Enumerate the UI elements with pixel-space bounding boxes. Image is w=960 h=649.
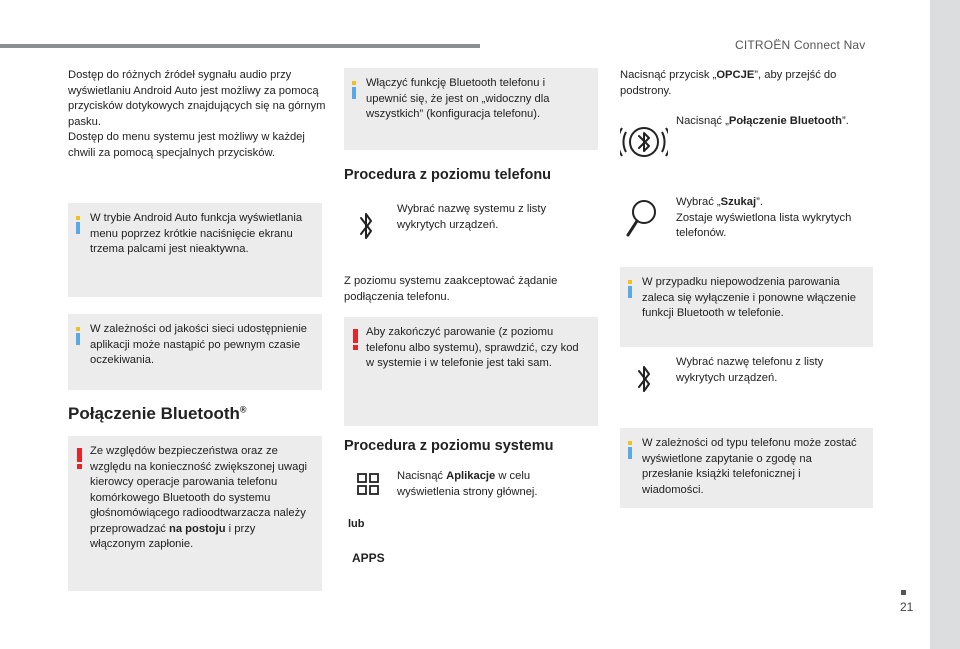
header-rule — [0, 44, 480, 48]
continuation-marker — [901, 590, 906, 595]
intro-text-2: Dostęp do menu systemu jest możliwy w każdej chwili za pomocą specjalnych przycisków. — [68, 131, 305, 159]
page-side-strip — [930, 0, 960, 649]
step-apps-pre: Nacisnąć — [397, 470, 447, 482]
warning-box-pin — [344, 317, 598, 426]
info-box-pairing-failure — [620, 267, 873, 347]
search-post: ”. — [756, 196, 763, 208]
opcje-pre: Nacisnąć przycisk „ — [620, 69, 717, 81]
step-phone-text: Wybrać nazwę systemu z listy wykrytych urządzeń. — [397, 203, 547, 231]
info-icon — [628, 441, 632, 459]
search-step-text — [676, 195, 876, 242]
apps-button-label: APPS — [352, 551, 385, 565]
warning-text-pre: Ze względów bezpieczeństwa oraz ze względu na konieczność zwiększonej uwagi kierowcy operacje parowania telefonu komórkowego Bluetooth do systemu głośnomówiącego radioodtwarzacza należy przeprowadzać — [90, 445, 308, 535]
opcje-post: ”, aby przejść do podstrony. — [620, 69, 837, 97]
info-box-phonebook — [620, 428, 873, 508]
warning-text-post: i przy włączonym zapłonie. — [90, 522, 256, 550]
registered-mark: ® — [239, 404, 247, 415]
search-icon — [624, 198, 658, 238]
warning-text-bold: na postoju — [168, 522, 226, 535]
opcje-bold: OPCJE — [716, 69, 755, 81]
info-icon — [352, 81, 356, 99]
opcje-text — [620, 68, 870, 99]
info-box-network — [68, 314, 322, 390]
search-bold: Szukaj — [720, 196, 757, 208]
info-text: W przypadku niepowodzenia parowania zaleca się wyłączenie i ponowne włączenie funkcji Bluetooth w telefonie. — [642, 276, 856, 319]
bluetooth-icon — [358, 209, 374, 243]
info-text: Włączyć funkcję Bluetooth telefonu i upewnić się, że jest on „widoczny dla wszystkich” (konfiguracja telefonu). — [366, 77, 550, 120]
search-step-line1 — [676, 195, 876, 211]
search-step-line2: Zostaje wyświetlona lista wykrytych telefonów. — [676, 211, 852, 239]
info-icon — [76, 327, 80, 345]
step-apps-bold: Aplikacje — [446, 470, 496, 482]
search-pre: Wybrać „ — [676, 196, 721, 208]
conn-pre: Nacisnąć „ — [676, 115, 729, 127]
info-text: W zależności od typu telefonu może zostać wyświetlone zapytanie o zgodę na przesłanie książki telefonicznej i wiadomości. — [642, 437, 857, 496]
info-icon — [628, 280, 632, 298]
info-text: W trybie Android Auto funkcja wyświetlania menu poprzez krótkie naciśnięcie ekranu trzema palcami jest nieaktywna. — [90, 212, 303, 255]
step-apps-text — [397, 469, 567, 500]
accept-text: Z poziomu systemu zaakceptować żądanie podłączenia telefonu. — [344, 275, 558, 303]
heading-phone-procedure: Procedura z poziomu telefonu — [344, 167, 552, 183]
warning-text — [90, 444, 312, 553]
page-number: 21 — [900, 600, 914, 614]
info-box-enable-bluetooth — [344, 68, 598, 150]
conn-bold: Połączenie Bluetooth — [728, 115, 842, 127]
heading-system-procedure: Procedura z poziomu systemu — [344, 438, 554, 454]
step-apps-post: w celu wyświetlenia strony głównej. — [397, 470, 538, 498]
section-title — [68, 404, 247, 424]
warning-box-safety — [68, 436, 322, 591]
intro-text-1: Dostęp do różnych źródeł sygnału audio przy wyświetlaniu Android Auto jest możliwy za pomocą przycisków dotykowych znajdujących się na górnym pasku. — [68, 69, 326, 128]
bluetooth-icon — [636, 362, 652, 396]
warning-icon — [353, 329, 358, 351]
select-phone-step-text: Wybrać nazwę telefonu z listy wykrytych urządzeń. — [676, 356, 824, 384]
brand-label: CITROËN Connect Nav — [735, 38, 866, 52]
intro-paragraph — [68, 68, 326, 161]
info-text: W zależności od jakości sieci udostępnienie aplikacji może nastąpić po pewnym czasie oczekiwania. — [90, 323, 308, 366]
warning-icon — [77, 448, 82, 470]
conn-post: ”. — [842, 115, 849, 127]
connection-step-text — [676, 114, 876, 130]
warning-text: Aby zakończyć parowanie (z poziomu telefonu albo systemu), sprawdzić, czy kod w systemie i w telefonie jest taki sam. — [366, 326, 579, 369]
info-box-android-gesture — [68, 203, 322, 297]
info-icon — [76, 216, 80, 234]
apps-grid-icon — [357, 473, 379, 495]
or-label: lub — [348, 518, 365, 530]
section-title-text: Połączenie Bluetooth — [68, 404, 240, 423]
bluetooth-connection-icon — [620, 118, 668, 166]
